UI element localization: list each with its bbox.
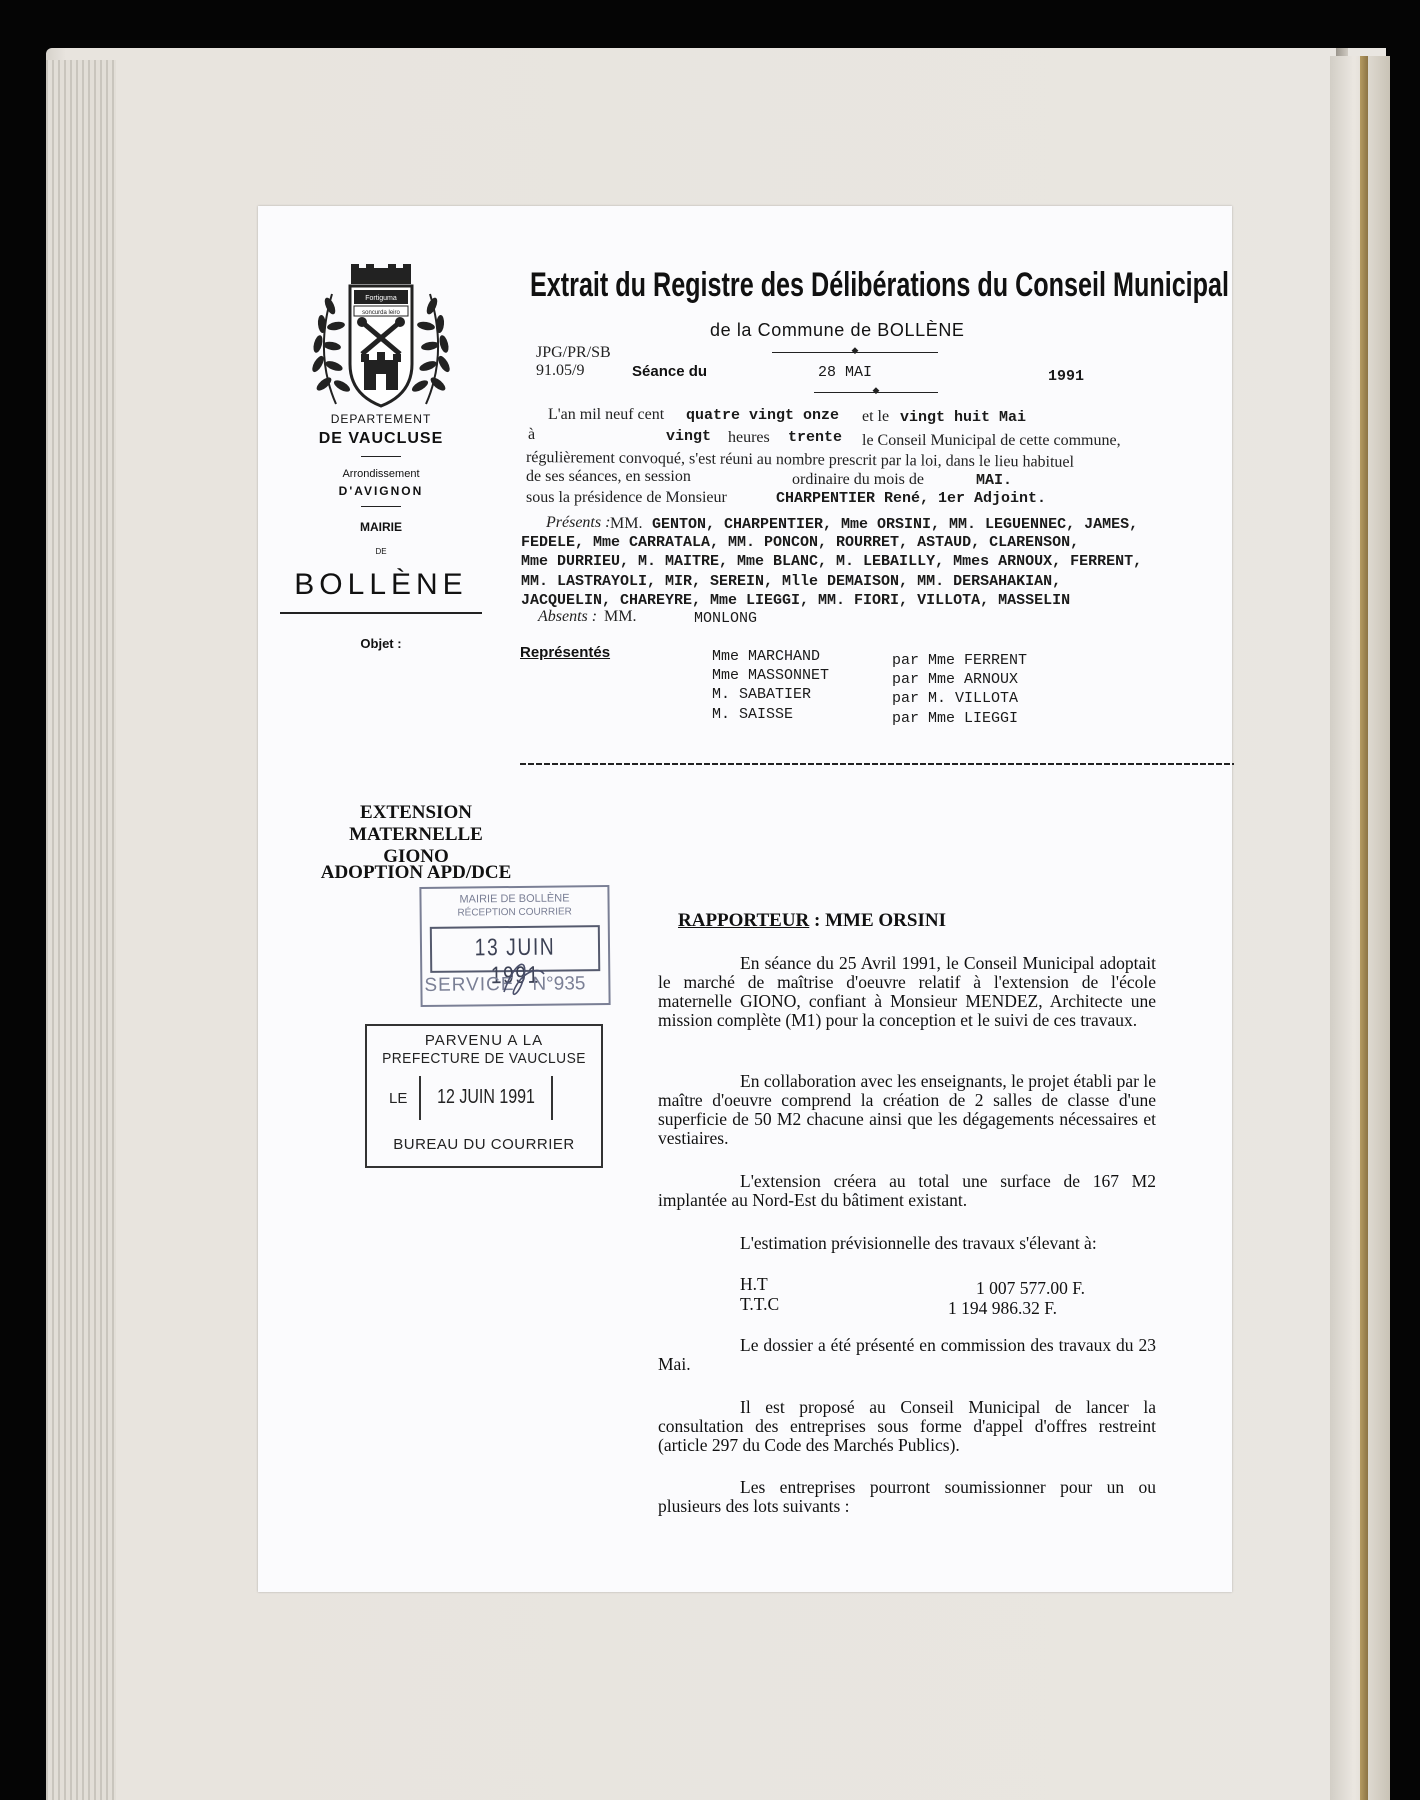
represented-by: par M. VILLOTA bbox=[892, 690, 1019, 707]
stamp-service: SERVICE bbox=[424, 974, 515, 996]
stamp-text: PARVENU A LA bbox=[424, 1032, 544, 1049]
ornament-rule bbox=[814, 392, 938, 393]
preamble-text: le Conseil Municipal de cette commune, bbox=[862, 432, 1121, 449]
absent-name: MONLONG bbox=[694, 610, 758, 627]
presents-line: Mme DURRIEU, M. MAITRE, Mme BLANC, M. LEBAILLY, Mmes ARNOUX, FERRENT, bbox=[521, 553, 1143, 570]
seance-date: 28 MAI bbox=[818, 364, 873, 381]
seance-label: Séance du bbox=[632, 363, 708, 380]
reference-code: JPG/PR/SB bbox=[536, 344, 611, 361]
paragraph bbox=[658, 1336, 1156, 1374]
mairie-label: MAIRIE bbox=[360, 520, 402, 534]
town-name: BOLLÈNE bbox=[294, 568, 468, 601]
preamble-text: de ses séances, en session bbox=[526, 468, 691, 485]
preamble-text: et le bbox=[862, 408, 890, 425]
ht-label: H.T bbox=[740, 1274, 768, 1294]
document-subtitle: de la Commune de BOLLÈNE bbox=[710, 320, 965, 340]
arrondissement-name: D'AVIGNON bbox=[338, 484, 424, 498]
presents-line: JACQUELIN, CHAREYRE, Mme LIEGGI, MM. FIORI, VILLOTA, MASSELIN bbox=[521, 592, 1071, 609]
svg-text:soncurda leiro: soncurda leiro bbox=[362, 310, 400, 316]
paragraph bbox=[658, 1072, 1156, 1148]
stamp-number: N°935 bbox=[532, 973, 586, 995]
document-title: Extrait du Registre des Délibérations du Conseil Municipal bbox=[530, 266, 1230, 304]
paragraph-text: En séance du 25 Avril 1991, le Conseil Municipal adoptait le marché de maîtrise d'oeuvre relatif à l'extension de l'école maternelle GIONO, confiant à Monsieur MENDEZ, Architecte une mission complète (M1) pour la conception et le suivi de ces travaux. bbox=[658, 953, 1156, 1030]
rapporteur-heading bbox=[678, 910, 946, 932]
presents-line: MM. LASTRAYOLI, MIR, SEREIN, Mlle DEMAISON, MM. DERSAHAKIAN, bbox=[521, 573, 1062, 590]
representes-label: Représentés bbox=[520, 644, 611, 661]
session-month: MAI. bbox=[976, 472, 1013, 489]
paragraph bbox=[658, 954, 1156, 1030]
paragraph bbox=[658, 1478, 1156, 1516]
presents-line: GENTON, CHARPENTIER, Mme ORSINI, MM. LEGUENNEC, JAMES, bbox=[652, 516, 1139, 533]
stamp-text: RÉCEPTION COURRIER bbox=[457, 906, 572, 919]
represented-by: par Mme LIEGGI bbox=[892, 710, 1019, 727]
represented-by: par Mme ARNOUX bbox=[892, 671, 1019, 688]
department-name: DE VAUCLUSE bbox=[318, 430, 444, 447]
handwritten-initials-icon bbox=[494, 952, 604, 1002]
represented-name: M. SAISSE bbox=[712, 706, 794, 723]
preamble-text: à bbox=[528, 426, 536, 443]
stamp-text: BUREAU DU COURRIER bbox=[393, 1136, 575, 1153]
deliberation-number: 91.05/9 bbox=[536, 362, 585, 379]
preamble-text: ordinaire du mois de bbox=[792, 471, 924, 488]
paragraph-text: Il est proposé au Conseil Municipal de lancer la consultation des entreprises sous forme d'appel d'offres restreint (article 297 du Code des Marchés Publics). bbox=[658, 1397, 1156, 1455]
stamp-text: MAIRIE DE BOLLÈNE bbox=[459, 892, 570, 906]
preamble-text: L'an mil neuf cent bbox=[548, 406, 665, 423]
divider bbox=[280, 612, 482, 614]
arrondissement-label: Arrondissement bbox=[342, 468, 420, 480]
paragraph-text: L'extension créera au total une surface de 167 M2 implantée au Nord-Est du bâtiment existant. bbox=[658, 1171, 1156, 1210]
represented-by: par Mme FERRENT bbox=[892, 652, 1028, 669]
department-label: DEPARTEMENT bbox=[330, 412, 432, 426]
stamp-date-box bbox=[419, 1076, 553, 1120]
represented-name: Mme MASSONNET bbox=[712, 667, 830, 684]
preamble-hour: vingt bbox=[666, 428, 712, 445]
de-label: DE bbox=[375, 547, 387, 556]
stamp-text: LE bbox=[389, 1090, 408, 1107]
presents-label: Présents : bbox=[546, 514, 611, 531]
prefecture-stamp bbox=[365, 1024, 603, 1168]
president-name: CHARPENTIER René, 1er Adjoint. bbox=[776, 490, 1047, 507]
paragraph bbox=[658, 1234, 1156, 1253]
preamble-day: vingt huit Mai bbox=[900, 409, 1027, 426]
represented-name: M. SABATIER bbox=[712, 686, 812, 703]
prefecture-date: 12 JUIN 1991 bbox=[437, 1086, 535, 1108]
subject-line: ADOPTION APD/DCE bbox=[320, 862, 512, 883]
town-crest-icon bbox=[306, 264, 456, 416]
paragraph-text: Les entreprises pourront soumissionner pour un ou plusieurs des lots suivants : bbox=[658, 1477, 1156, 1516]
ttc-value: 1 194 986.32 F. bbox=[948, 1298, 1057, 1318]
paragraph bbox=[658, 1172, 1156, 1210]
presents-line: FEDELE, Mme CARRATALA, MM. PONCON, ROURRET, ASTAUD, CLARENSON, bbox=[521, 534, 1080, 551]
absents-title: MM. bbox=[604, 608, 637, 625]
deliberation-sheet bbox=[258, 206, 1232, 1592]
represented-name: Mme MARCHAND bbox=[712, 648, 821, 665]
paragraph-text: L'estimation prévisionnelle des travaux s'élevant à: bbox=[740, 1233, 1097, 1253]
objet-label: Objet : bbox=[360, 636, 402, 651]
ht-value: 1 007 577.00 F. bbox=[976, 1278, 1085, 1298]
preamble-year: quatre vingt onze bbox=[686, 407, 840, 424]
absents-label: Absents : bbox=[538, 608, 598, 625]
paragraph bbox=[658, 1398, 1156, 1455]
preamble-text: heures bbox=[728, 429, 770, 446]
svg-text:Fortiguma: Fortiguma bbox=[365, 295, 397, 302]
preamble-text: sous la présidence de Monsieur bbox=[526, 489, 727, 506]
section-divider bbox=[520, 763, 1234, 765]
rapporteur-name: : MME ORSINI bbox=[809, 910, 946, 931]
ornament-rule bbox=[772, 352, 938, 353]
subject-line: EXTENSION bbox=[360, 802, 472, 823]
page-stack-edge bbox=[46, 60, 116, 1800]
divider bbox=[361, 456, 401, 457]
preamble-minutes: trente bbox=[788, 429, 843, 446]
reception-date: 13 JUIN 1991 bbox=[474, 933, 556, 990]
subject-line: MATERNELLE GIONO bbox=[349, 824, 483, 867]
stamp-text: PREFECTURE DE VAUCLUSE bbox=[382, 1050, 586, 1067]
presents-title: MM. bbox=[610, 515, 643, 532]
paragraph-text: Le dossier a été présenté en commission des travaux du 23 Mai. bbox=[658, 1335, 1156, 1374]
divider bbox=[361, 506, 401, 507]
gilt-page-edge bbox=[1360, 56, 1368, 1800]
rapporteur-label: RAPPORTEUR bbox=[678, 910, 810, 931]
paragraph-text: En collaboration avec les enseignants, le projet établi par le maître d'oeuvre comprend la création de 2 salles de classe d'une superficie de 50 M2 chacune ainsi que les dégagements nécessaires et vestiaires. bbox=[658, 1071, 1156, 1148]
seance-year: 1991 bbox=[1048, 368, 1085, 385]
ttc-label: T.T.C bbox=[740, 1294, 780, 1314]
preamble-text: régulièrement convoqué, s'est réuni au nombre prescrit par la loi, dans le lieu habituel bbox=[525, 449, 1075, 471]
